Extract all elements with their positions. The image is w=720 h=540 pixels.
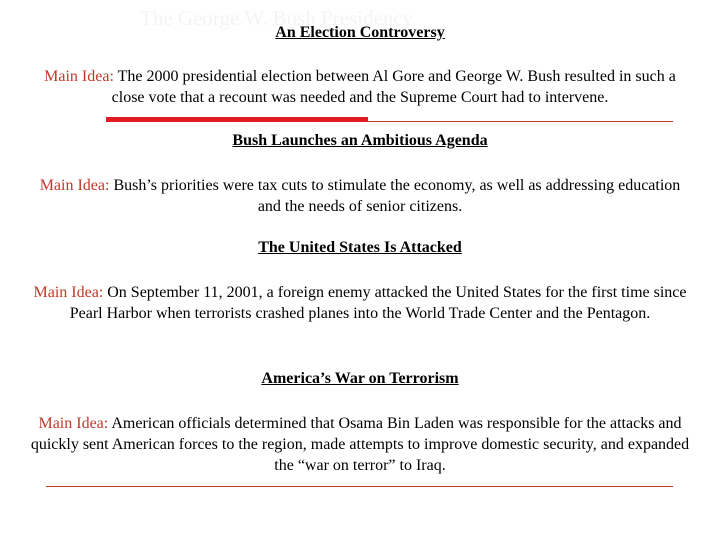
main-idea-label: Main Idea: (38, 415, 109, 432)
section-heading-agenda: Bush Launches an Ambitious Agenda (232, 132, 488, 149)
main-idea-text: On September 11, 2001, a foreign enemy attacked the United States for the first time since Pearl Harbor when terrorists crashed planes into the World Trade Center and the Pentagon. (69, 284, 687, 322)
main-idea-label: Main Idea: (39, 177, 110, 194)
main-idea-agenda (28, 175, 692, 217)
main-idea-label: Main Idea: (44, 68, 114, 85)
section-heading-attack: The United States Is Attacked (258, 239, 462, 256)
slide-title: The George W. Bush Presidency (140, 6, 414, 30)
divider-line (368, 121, 673, 122)
main-idea-label: Main Idea: (33, 284, 104, 301)
main-idea-text: American officials determined that Osama Bin Laden was responsible for the attacks and quickly sent American forces to the region, made attempts to improve domestic security, and expanded the “war on terror” to Iraq. (30, 415, 690, 474)
main-idea-text: Bush’s priorities were tax cuts to stimulate the economy, as well as addressing education and the needs of senior citizens. (109, 177, 681, 215)
section-heading-election: An Election Controversy (275, 24, 445, 41)
accent-bar (106, 117, 368, 122)
main-idea-election (28, 66, 692, 108)
main-idea-attack (28, 282, 692, 324)
main-idea-text: The 2000 presidential election between Al Gore and George W. Bush resulted in such a close vote that a recount was needed and the Supreme Court had to intervene. (111, 68, 676, 106)
main-idea-terrorism (28, 413, 692, 476)
section-heading-terrorism: America’s War on Terrorism (261, 370, 459, 387)
bottom-divider-line (46, 486, 673, 487)
